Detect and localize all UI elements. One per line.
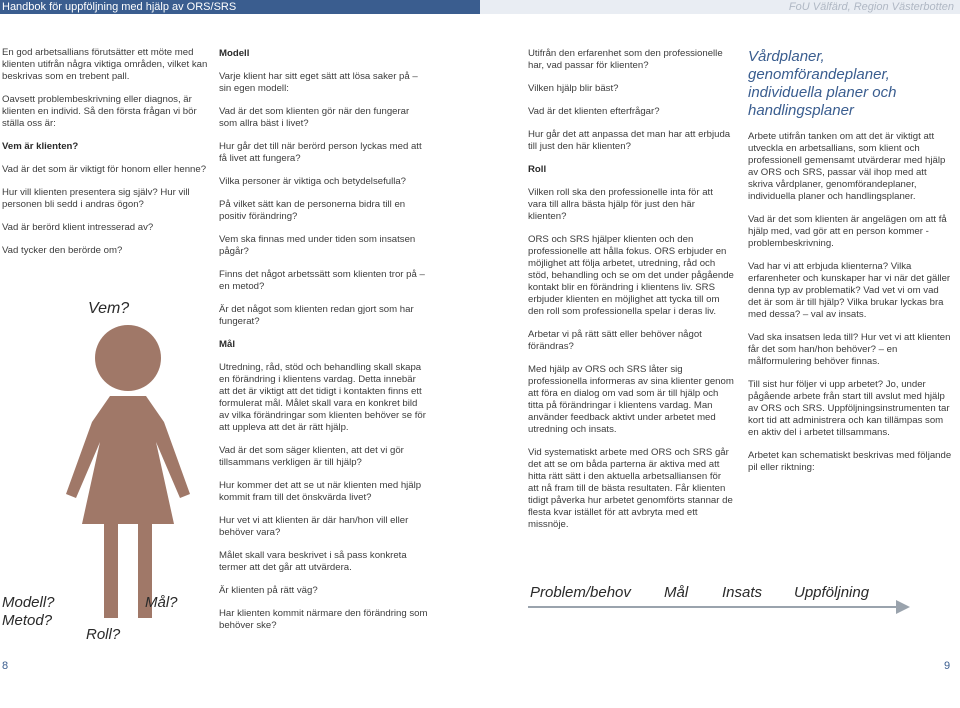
- modell-text-7: Finns det något arbetssätt som klienten tror på – en metod?: [219, 269, 425, 292]
- mal-text-6: Är klienten på rätt väg?: [219, 585, 318, 596]
- mal-text-7: Har klienten kommit närmare den förändring som behöver ske?: [219, 608, 428, 631]
- roll-text-2: Vilken hjälp blir bäst?: [528, 83, 619, 94]
- header-right: FoU Välfärd, Region Västerbotten: [480, 0, 960, 14]
- plans-text-5: Till sist hur följer vi upp arbetet? Jo, under pågående arbete från start till avslut med hjälp av ORS och SRS. Uppföljningsinstrumenten tar kort tid att administrera och kan tillämpas som en aktiv del i arbetet tillsammans.: [748, 379, 950, 438]
- flow-step-1: Problem/behov: [530, 584, 631, 601]
- label-modell: Modell?: [2, 594, 55, 611]
- column-4: [748, 48, 954, 485]
- column-1: [2, 47, 208, 268]
- person-figure-icon: [52, 318, 202, 618]
- arrow-head-icon: [896, 600, 910, 614]
- flow-step-4: Uppföljning: [794, 584, 870, 601]
- column-3: [528, 48, 734, 542]
- column-2: [219, 48, 429, 643]
- modell-text-8: Är det något som klienten redan gjort som har fungerat?: [219, 304, 414, 327]
- heading-mal: Mål: [219, 339, 235, 350]
- process-flow: [528, 574, 948, 614]
- roll-text-9: Vid systematiskt arbete med ORS och SRS går det att se om båda parterna är aktiva med att hitta rätt sätt i den aktuella arbetsalliansen för att nå fram till de bästa resultaten. Får klienten tidigt påverka hur arbetet genomförts stannar de flesta kvar istället för att avbryta med ett missnöje.: [528, 447, 733, 530]
- modell-text-2: Vad är det som klienten gör när den fungerar som allra bäst i livet?: [219, 106, 410, 129]
- question-2: Hur vill klienten presentera sig själv? Hur vill personen bli sedd i andras ögon?: [2, 187, 190, 210]
- mal-text-1: Utredning, råd, stöd och behandling skall skapa en förändring i klientens vardag. Detta innebär att det är viktigt att det tidigt i kontakten finns ett formulerat mål. Målet skall vara en konkret bild av vilka förändringar som klienten behöver se för att uppleva att det är rätt hjälp.: [219, 362, 426, 433]
- question-3: Vad är berörd klient intresserad av?: [2, 222, 154, 233]
- label-vem: Vem?: [88, 300, 130, 317]
- roll-text-3: Vad är det klienten efterfrågar?: [528, 106, 660, 117]
- heading-modell: Modell: [219, 48, 250, 59]
- label-mal: Mål?: [145, 594, 178, 611]
- label-roll: Roll?: [86, 626, 121, 643]
- intro-paragraph: En god arbetsallians förutsätter ett möte med klienten utifrån några viktiga områden, vilket kan beskrivas som en trebent pall.: [2, 47, 208, 82]
- modell-text-6: Vem ska finnas med under tiden som insatsen pågår?: [219, 234, 416, 257]
- roll-text-7: Arbetar vi på rätt sätt eller behöver något förändras?: [528, 329, 702, 352]
- flow-line: [528, 606, 900, 608]
- modell-text-1: Varje klient har sitt eget sätt att lösa saker på – sin egen modell:: [219, 71, 418, 94]
- flow-step-3: Insats: [722, 584, 763, 601]
- modell-text-5: På vilket sätt kan de personerna bidra till en positiv förändring?: [219, 199, 406, 222]
- plans-text-1: Arbete utifrån tanken om att det är viktigt att utveckla en arbetsallians, som klient och professionell gemensamt utvärderar med hjälp av ORS och SRS, passar väl ihop med att skriva vårdplaner, genomförandeplaner, individuella planer och handlingsplaner.: [748, 131, 946, 202]
- plans-text-6: Arbetet kan schematiskt beskrivas med följande pil eller riktning:: [748, 450, 952, 473]
- mal-text-3: Hur kommer det att se ut när klienten med hjälp kommit fram till det önskvärda livet?: [219, 480, 422, 503]
- individual-paragraph: Oavsett problembeskrivning eller diagnos, är klienten en individ. Så den första frågan vi bör ställa oss är:: [2, 94, 197, 129]
- page-number-left: 8: [2, 660, 9, 672]
- modell-text-3: Hur går det till när berörd person lyckas med att få livet att fungera?: [219, 141, 422, 164]
- mal-text-4: Hur vet vi att klienten är där han/hon vill eller behöver vara?: [219, 515, 409, 538]
- question-4: Vad tycker den berörde om?: [2, 245, 123, 256]
- flow-step-2: Mål: [664, 584, 689, 601]
- modell-text-4: Vilka personer är viktiga och betydelsefulla?: [219, 176, 407, 187]
- roll-text-6: ORS och SRS hjälper klienten och den professionelle att hålla fokus. ORS erbjuder en möjlighet att följa arbetet, utredning, råd och stöd, behandling och se om det under pågående kontakt blir en förändring i klientens liv. SRS erbjuder klienten en möjlighet att tycka till om den roll som professionella spelar i deras liv.: [528, 234, 734, 317]
- mal-text-2: Vad är det som säger klienten, att det vi gör tillsammans verkligen är till hjälp?: [219, 445, 404, 468]
- plans-title: Vårdplaner, genomförandeplaner, individuella planer och handlingsplaner: [748, 48, 897, 119]
- heading-vem: Vem är klienten?: [2, 141, 79, 152]
- mal-text-5: Målet skall vara beskrivet i så pass konkreta termer att det går att utvärdera.: [219, 550, 407, 573]
- heading-roll: Roll: [528, 164, 547, 175]
- label-metod: Metod?: [2, 612, 53, 629]
- roll-text-4: Hur går det att anpassa det man har att erbjuda till just den här klienten?: [528, 129, 731, 152]
- question-1: Vad är det som är viktigt för honom eller henne?: [2, 164, 207, 175]
- roll-text-8: Med hjälp av ORS och SRS låter sig professionella informeras av sina klienter genom att föra en dialog om vad som är till hjälp och titta på förändringar i klientens vardag. Man använder feedback aktivt under arbetet med utredning och insats.: [528, 364, 734, 435]
- header-left: Handbok för uppföljning med hjälp av ORS/SRS: [0, 0, 480, 14]
- plans-text-4: Vad ska insatsen leda till? Hur vet vi att klienten får det som han/hon behöver? – en målformulering behöver finnas.: [748, 332, 951, 367]
- plans-text-2: Vad är det som klienten är angelägen om att få hjälp med, vad gör att en person kommer - problembeskrivning.: [748, 214, 947, 249]
- plans-text-3: Vad har vi att erbjuda klienterna? Vilka erfarenheter och kunskaper har vi när det gäller denna typ av problematik? Vad vet vi om vad det är som är till hjälp? Vilka brukar lyckas bra med dessa? – val av insats.: [748, 261, 951, 320]
- roll-text-5: Vilken roll ska den professionelle inta för att vara till allra bästa hjälp för just den här klienten?: [528, 187, 713, 222]
- roll-text-1: Utifrån den erfarenhet som den professionelle har, vad passar för klienten?: [528, 48, 723, 71]
- page-number-right: 9: [944, 660, 951, 672]
